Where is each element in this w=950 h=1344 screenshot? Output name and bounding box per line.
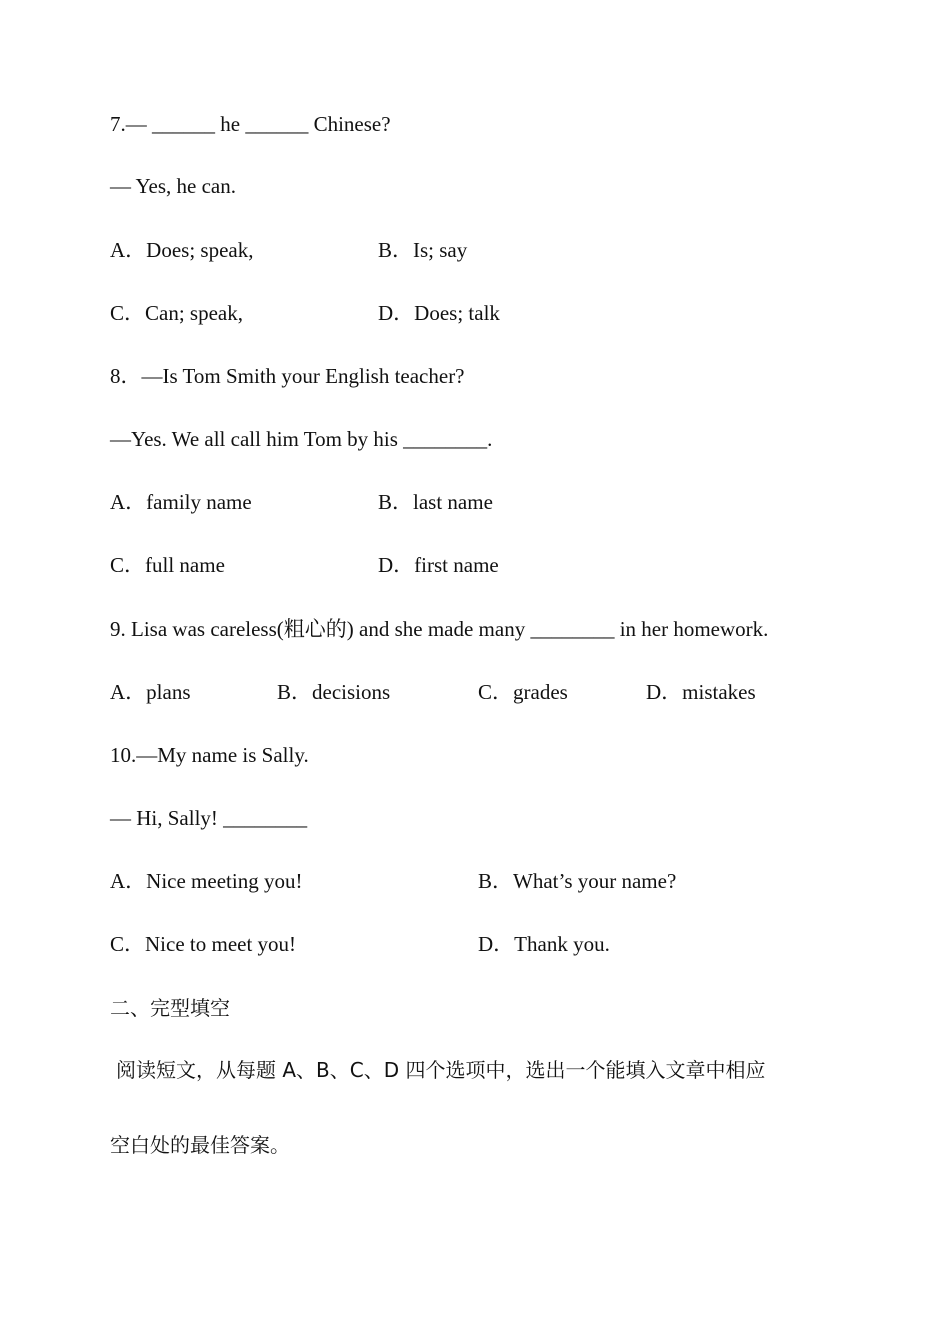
question-7-option-a: A．Does; speak, bbox=[110, 238, 254, 262]
question-8-stem: 8．—Is Tom Smith your English teacher? bbox=[110, 364, 465, 388]
question-7-option-d: D．Does; talk bbox=[378, 301, 500, 325]
question-7-reply: — Yes, he can. bbox=[110, 174, 236, 198]
question-8-option-a: A．family name bbox=[110, 490, 252, 514]
section-heading: 二、完型填空 bbox=[110, 996, 230, 1020]
question-10-option-b: B．What’s your name? bbox=[478, 869, 677, 893]
question-10-option-c: C．Nice to meet you! bbox=[110, 932, 297, 956]
question-9-option-b: B．decisions bbox=[277, 680, 391, 704]
question-9-option-d: D．mistakes bbox=[646, 680, 756, 704]
question-8-option-d: D．first name bbox=[378, 553, 499, 577]
question-8-option-b: B．last name bbox=[378, 490, 493, 514]
question-9-option-c: C．grades bbox=[478, 680, 568, 704]
question-10-option-a: A．Nice meeting you! bbox=[110, 869, 303, 893]
question-9-option-a: A．plans bbox=[110, 680, 191, 704]
question-8-reply: —Yes. We all call him Tom by his ________. bbox=[110, 427, 493, 451]
question-10-option-d: D．Thank you. bbox=[478, 932, 610, 956]
question-10-stem: 10.—My name is Sally. bbox=[110, 743, 309, 767]
question-9-stem: 9. Lisa was careless(粗心的) and she made many ________ in her homework. bbox=[110, 617, 769, 641]
section-instruction-line-1: 阅读短文，从每题 A、B、C、D 四个选项中，选出一个能填入文章中相应 bbox=[116, 1058, 766, 1082]
question-10-reply: — Hi, Sally! ________ bbox=[110, 806, 308, 830]
question-8-option-c: C．full name bbox=[110, 553, 225, 577]
question-7-option-c: C．Can; speak, bbox=[110, 301, 243, 325]
question-7-option-b: B．Is; say bbox=[378, 238, 468, 262]
section-instruction-line-2: 空白处的最佳答案。 bbox=[110, 1133, 290, 1157]
question-7-stem: 7.— ______ he ______ Chinese? bbox=[110, 112, 391, 136]
